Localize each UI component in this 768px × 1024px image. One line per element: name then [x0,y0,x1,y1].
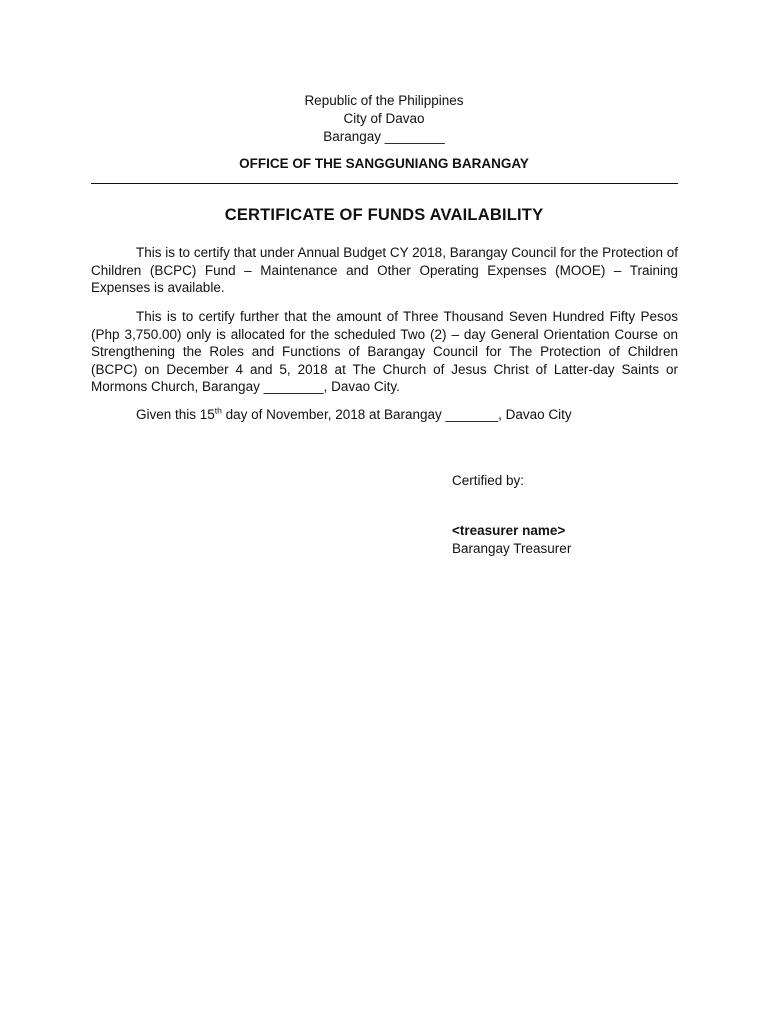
office-name: OFFICE OF THE SANGGUNIANG BARANGAY [239,156,529,171]
treasurer-name: <treasurer name> [452,523,566,538]
given-prefix: Given this 15 [136,407,215,422]
treasurer-position: Barangay Treasurer [452,541,572,556]
certified-by-label: Certified by: [452,473,525,488]
city-line: City of Davao [343,111,425,126]
republic-line: Republic of the Philippines [304,93,464,108]
paragraph-given [91,406,678,424]
letterhead [0,92,768,146]
header-divider [91,183,678,184]
signatory-block [452,522,571,558]
paragraph-availability: This is to certify that under Annual Budget CY 2018, Barangay Council for the Protection of Children (BCPC) Fund – Maintenance and Other Operating Expenses (MOOE) – Training Expenses is available. [91,245,678,295]
barangay-line: Barangay ________ [323,129,445,144]
given-suffix: day of November, 2018 at Barangay _______, Davao City [221,407,572,422]
document-title: CERTIFICATE OF FUNDS AVAILABILITY [224,206,544,224]
given-ordinal: th [214,405,222,416]
paragraph-allocation: This is to certify further that the amount of Three Thousand Seven Hundred Fifty Pesos (Php 3,750.00) only is allocated for the scheduled Two (2) – day General Orientation Course on Strengthening the Roles and Functions of Barangay Council for The Protection of Children (BCPC) on December 4 and 5, 2018 at The Church of Jesus Christ of Latter-day Saints or Mormons Church, Barangay ________, Davao City. [91,309,678,394]
